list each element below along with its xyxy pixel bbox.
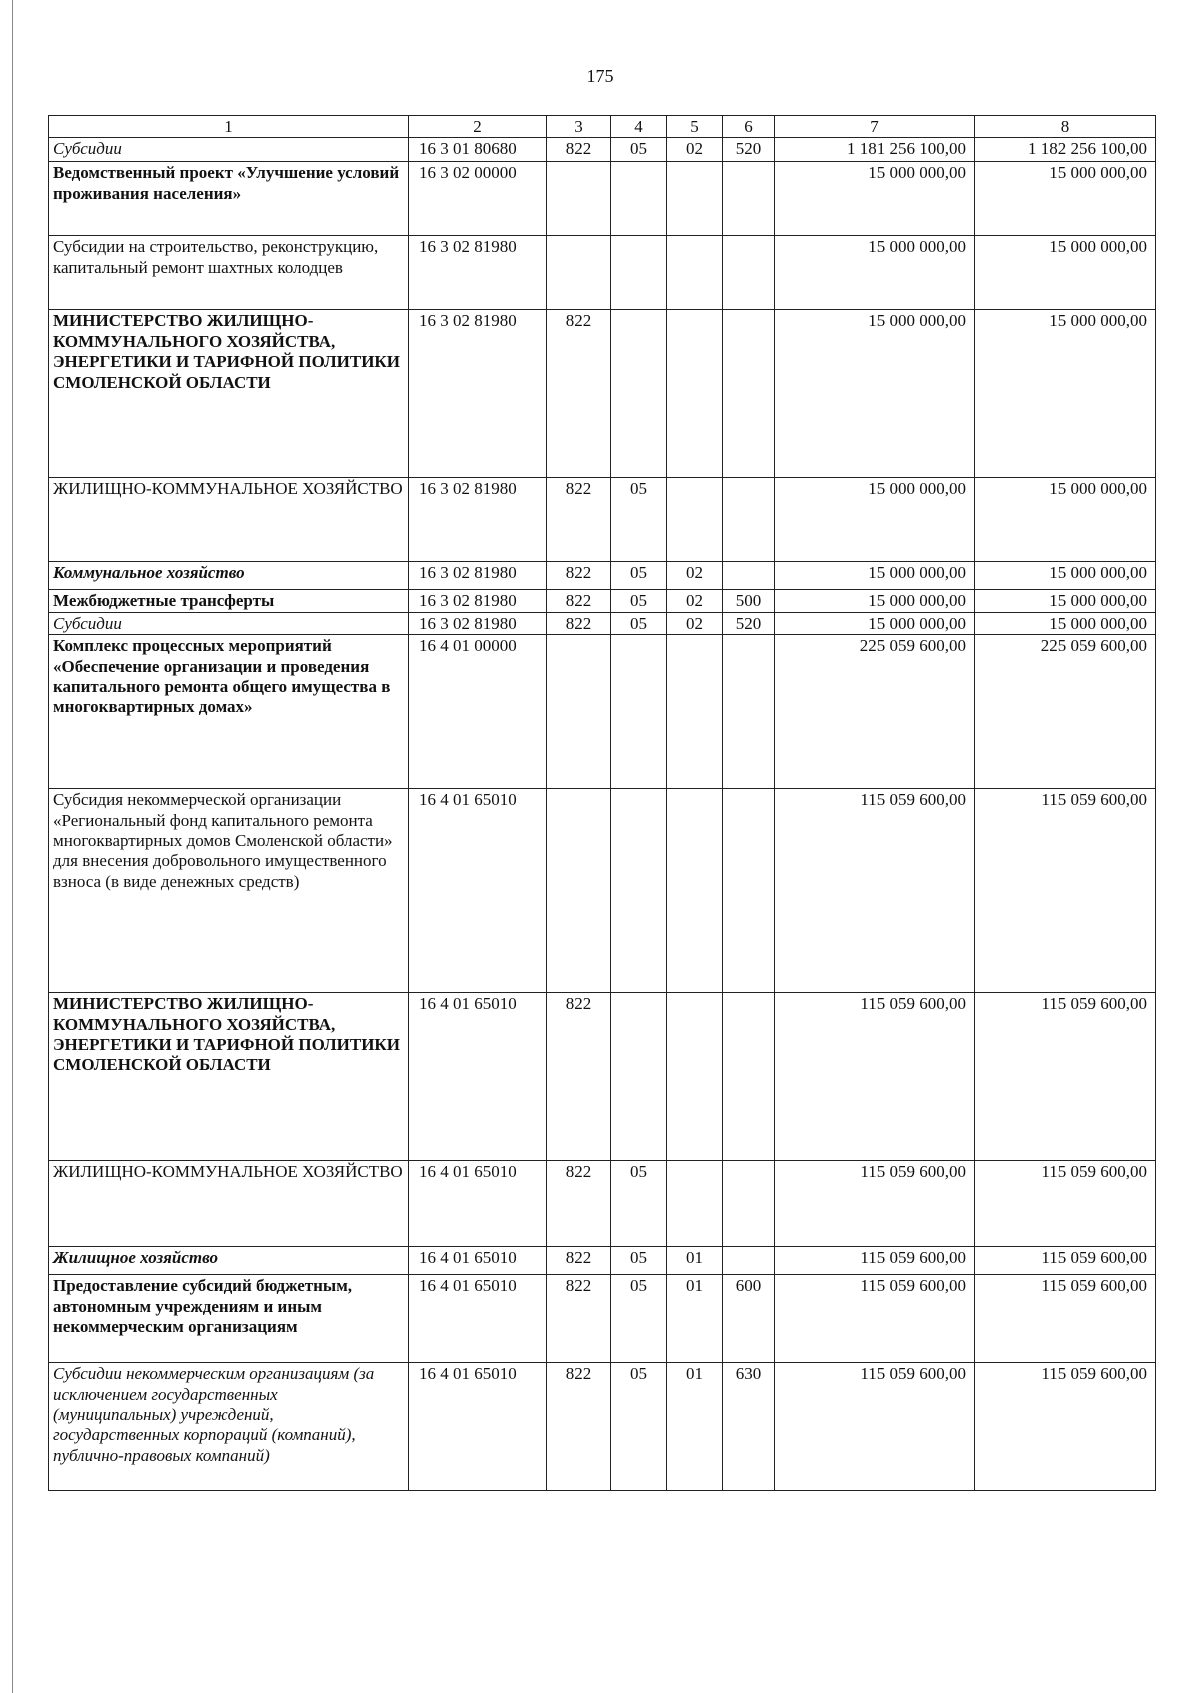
department-code-cell: 822 (547, 612, 611, 634)
subsection-code-cell: 01 (667, 1247, 723, 1275)
section-code-cell: 05 (611, 590, 667, 612)
expense-type-cell (723, 1161, 775, 1247)
target-code-cell: 16 3 02 81980 (409, 590, 547, 612)
header-cell: 3 (547, 116, 611, 138)
row-name-cell: Комплекс процессных мероприятий «Обеспечение организации и проведения капитального ремонта общего имущества в многоквартирных домах» (49, 635, 409, 789)
department-code-cell (547, 162, 611, 236)
header-cell: 4 (611, 116, 667, 138)
subsection-code-cell (667, 310, 723, 478)
expense-type-cell (723, 993, 775, 1161)
row-name-cell: Субсидии на строительство, реконструкцию, капитальный ремонт шахтных колодцев (49, 236, 409, 310)
subsection-code-cell (667, 478, 723, 562)
table-row (49, 1275, 1156, 1363)
table-row (49, 236, 1156, 310)
subsection-code-cell (667, 789, 723, 993)
row-name-cell: МИНИСТЕРСТВО ЖИЛИЩНО-КОММУНАЛЬНОГО ХОЗЯЙСТВА, ЭНЕРГЕТИКИ И ТАРИФНОЙ ПОЛИТИКИ СМОЛЕНСКОЙ ОБЛАСТИ (49, 310, 409, 478)
expense-type-cell (723, 310, 775, 478)
row-name-cell: Субсидия некоммерческой организации «Региональный фонд капитального ремонта многоквартирных домов Смоленской области» для внесения добровольного имущественного взноса (в виде денежных средств) (49, 789, 409, 993)
expense-type-cell (723, 635, 775, 789)
amount-col7-cell: 15 000 000,00 (775, 590, 975, 612)
page-number: 175 (586, 66, 614, 86)
table-row (49, 162, 1156, 236)
row-name-cell: Субсидии (49, 138, 409, 162)
target-code-cell: 16 4 01 65010 (409, 789, 547, 993)
amount-col8-cell: 15 000 000,00 (975, 236, 1156, 310)
subsection-code-cell: 02 (667, 138, 723, 162)
budget-table (48, 115, 1156, 1491)
amount-col8-cell: 115 059 600,00 (975, 1247, 1156, 1275)
expense-type-cell (723, 789, 775, 993)
header-cell: 8 (975, 116, 1156, 138)
amount-col8-cell: 15 000 000,00 (975, 612, 1156, 634)
expense-type-cell (723, 236, 775, 310)
department-code-cell: 822 (547, 590, 611, 612)
amount-col8-cell: 115 059 600,00 (975, 1363, 1156, 1491)
amount-col7-cell: 15 000 000,00 (775, 310, 975, 478)
department-code-cell (547, 236, 611, 310)
table-row (49, 310, 1156, 478)
amount-col7-cell: 115 059 600,00 (775, 993, 975, 1161)
table-row (49, 1247, 1156, 1275)
expense-type-cell: 630 (723, 1363, 775, 1491)
section-code-cell: 05 (611, 612, 667, 634)
scan-margin-line (12, 0, 13, 1693)
table-row (49, 993, 1156, 1161)
expense-type-cell (723, 1247, 775, 1275)
section-code-cell (611, 310, 667, 478)
amount-col8-cell: 15 000 000,00 (975, 310, 1156, 478)
row-name-cell: Жилищное хозяйство (49, 1247, 409, 1275)
expense-type-cell: 520 (723, 138, 775, 162)
header-cell: 7 (775, 116, 975, 138)
amount-col8-cell: 225 059 600,00 (975, 635, 1156, 789)
header-cell: 2 (409, 116, 547, 138)
section-code-cell: 05 (611, 1247, 667, 1275)
department-code-cell: 822 (547, 1247, 611, 1275)
header-cell: 5 (667, 116, 723, 138)
header-row (49, 116, 1156, 138)
amount-col7-cell: 1 181 256 100,00 (775, 138, 975, 162)
subsection-code-cell (667, 635, 723, 789)
subsection-code-cell: 02 (667, 562, 723, 590)
row-name-cell: Субсидии (49, 612, 409, 634)
amount-col7-cell: 15 000 000,00 (775, 612, 975, 634)
row-name-cell: Субсидии некоммерческим организациям (за исключением государственных (муниципальных) учреждений, государственных корпораций (компаний), публично-правовых компаний) (49, 1363, 409, 1491)
target-code-cell: 16 4 01 65010 (409, 1247, 547, 1275)
table-row (49, 1161, 1156, 1247)
target-code-cell: 16 3 02 81980 (409, 562, 547, 590)
target-code-cell: 16 4 01 00000 (409, 635, 547, 789)
table-row (49, 789, 1156, 993)
table-row (49, 635, 1156, 789)
amount-col7-cell: 225 059 600,00 (775, 635, 975, 789)
header-cell: 1 (49, 116, 409, 138)
section-code-cell: 05 (611, 562, 667, 590)
department-code-cell: 822 (547, 478, 611, 562)
department-code-cell: 822 (547, 138, 611, 162)
amount-col7-cell: 15 000 000,00 (775, 236, 975, 310)
row-name-cell: Ведомственный проект «Улучшение условий проживания населения» (49, 162, 409, 236)
amount-col7-cell: 15 000 000,00 (775, 478, 975, 562)
amount-col8-cell: 1 182 256 100,00 (975, 138, 1156, 162)
row-name-cell: Коммунальное хозяйство (49, 562, 409, 590)
row-name-cell: ЖИЛИЩНО-КОММУНАЛЬНОЕ ХОЗЯЙСТВО (49, 478, 409, 562)
section-code-cell (611, 635, 667, 789)
department-code-cell: 822 (547, 1275, 611, 1363)
amount-col7-cell: 115 059 600,00 (775, 1247, 975, 1275)
amount-col8-cell: 115 059 600,00 (975, 1161, 1156, 1247)
amount-col8-cell: 15 000 000,00 (975, 562, 1156, 590)
department-code-cell (547, 789, 611, 993)
amount-col8-cell: 115 059 600,00 (975, 1275, 1156, 1363)
expense-type-cell (723, 562, 775, 590)
department-code-cell: 822 (547, 1363, 611, 1491)
amount-col7-cell: 115 059 600,00 (775, 1275, 975, 1363)
expense-type-cell: 600 (723, 1275, 775, 1363)
row-name-cell: Предоставление субсидий бюджетным, автономным учреждениям и иным некоммерческим организациям (49, 1275, 409, 1363)
row-name-cell: МИНИСТЕРСТВО ЖИЛИЩНО-КОММУНАЛЬНОГО ХОЗЯЙСТВА, ЭНЕРГЕТИКИ И ТАРИФНОЙ ПОЛИТИКИ СМОЛЕНСКОЙ ОБЛАСТИ (49, 993, 409, 1161)
section-code-cell (611, 993, 667, 1161)
table-row (49, 478, 1156, 562)
table-row (49, 590, 1156, 612)
subsection-code-cell: 02 (667, 612, 723, 634)
subsection-code-cell (667, 993, 723, 1161)
target-code-cell: 16 3 01 80680 (409, 138, 547, 162)
row-name-cell: Межбюджетные трансферты (49, 590, 409, 612)
amount-col7-cell: 15 000 000,00 (775, 162, 975, 236)
amount-col8-cell: 115 059 600,00 (975, 993, 1156, 1161)
expense-type-cell: 500 (723, 590, 775, 612)
department-code-cell: 822 (547, 1161, 611, 1247)
amount-col7-cell: 15 000 000,00 (775, 562, 975, 590)
table-row (49, 1363, 1156, 1491)
section-code-cell: 05 (611, 138, 667, 162)
amount-col7-cell: 115 059 600,00 (775, 1363, 975, 1491)
section-code-cell (611, 162, 667, 236)
expense-type-cell (723, 478, 775, 562)
target-code-cell: 16 3 02 81980 (409, 612, 547, 634)
amount-col7-cell: 115 059 600,00 (775, 789, 975, 993)
section-code-cell (611, 236, 667, 310)
target-code-cell: 16 4 01 65010 (409, 1161, 547, 1247)
row-name-cell: ЖИЛИЩНО-КОММУНАЛЬНОЕ ХОЗЯЙСТВО (49, 1161, 409, 1247)
subsection-code-cell (667, 1161, 723, 1247)
section-code-cell: 05 (611, 1275, 667, 1363)
target-code-cell: 16 4 01 65010 (409, 1275, 547, 1363)
target-code-cell: 16 3 02 81980 (409, 236, 547, 310)
expense-type-cell: 520 (723, 612, 775, 634)
table-row (49, 562, 1156, 590)
section-code-cell: 05 (611, 1363, 667, 1491)
target-code-cell: 16 3 02 00000 (409, 162, 547, 236)
department-code-cell: 822 (547, 993, 611, 1161)
section-code-cell: 05 (611, 478, 667, 562)
amount-col7-cell: 115 059 600,00 (775, 1161, 975, 1247)
subsection-code-cell (667, 236, 723, 310)
section-code-cell (611, 789, 667, 993)
target-code-cell: 16 3 02 81980 (409, 310, 547, 478)
subsection-code-cell: 01 (667, 1275, 723, 1363)
target-code-cell: 16 4 01 65010 (409, 993, 547, 1161)
amount-col8-cell: 15 000 000,00 (975, 478, 1156, 562)
department-code-cell: 822 (547, 562, 611, 590)
amount-col8-cell: 115 059 600,00 (975, 789, 1156, 993)
department-code-cell (547, 635, 611, 789)
subsection-code-cell: 01 (667, 1363, 723, 1491)
department-code-cell: 822 (547, 310, 611, 478)
table-row (49, 138, 1156, 162)
target-code-cell: 16 4 01 65010 (409, 1363, 547, 1491)
target-code-cell: 16 3 02 81980 (409, 478, 547, 562)
expense-type-cell (723, 162, 775, 236)
amount-col8-cell: 15 000 000,00 (975, 162, 1156, 236)
section-code-cell: 05 (611, 1161, 667, 1247)
header-cell: 6 (723, 116, 775, 138)
table-row (49, 612, 1156, 634)
subsection-code-cell (667, 162, 723, 236)
amount-col8-cell: 15 000 000,00 (975, 590, 1156, 612)
subsection-code-cell: 02 (667, 590, 723, 612)
